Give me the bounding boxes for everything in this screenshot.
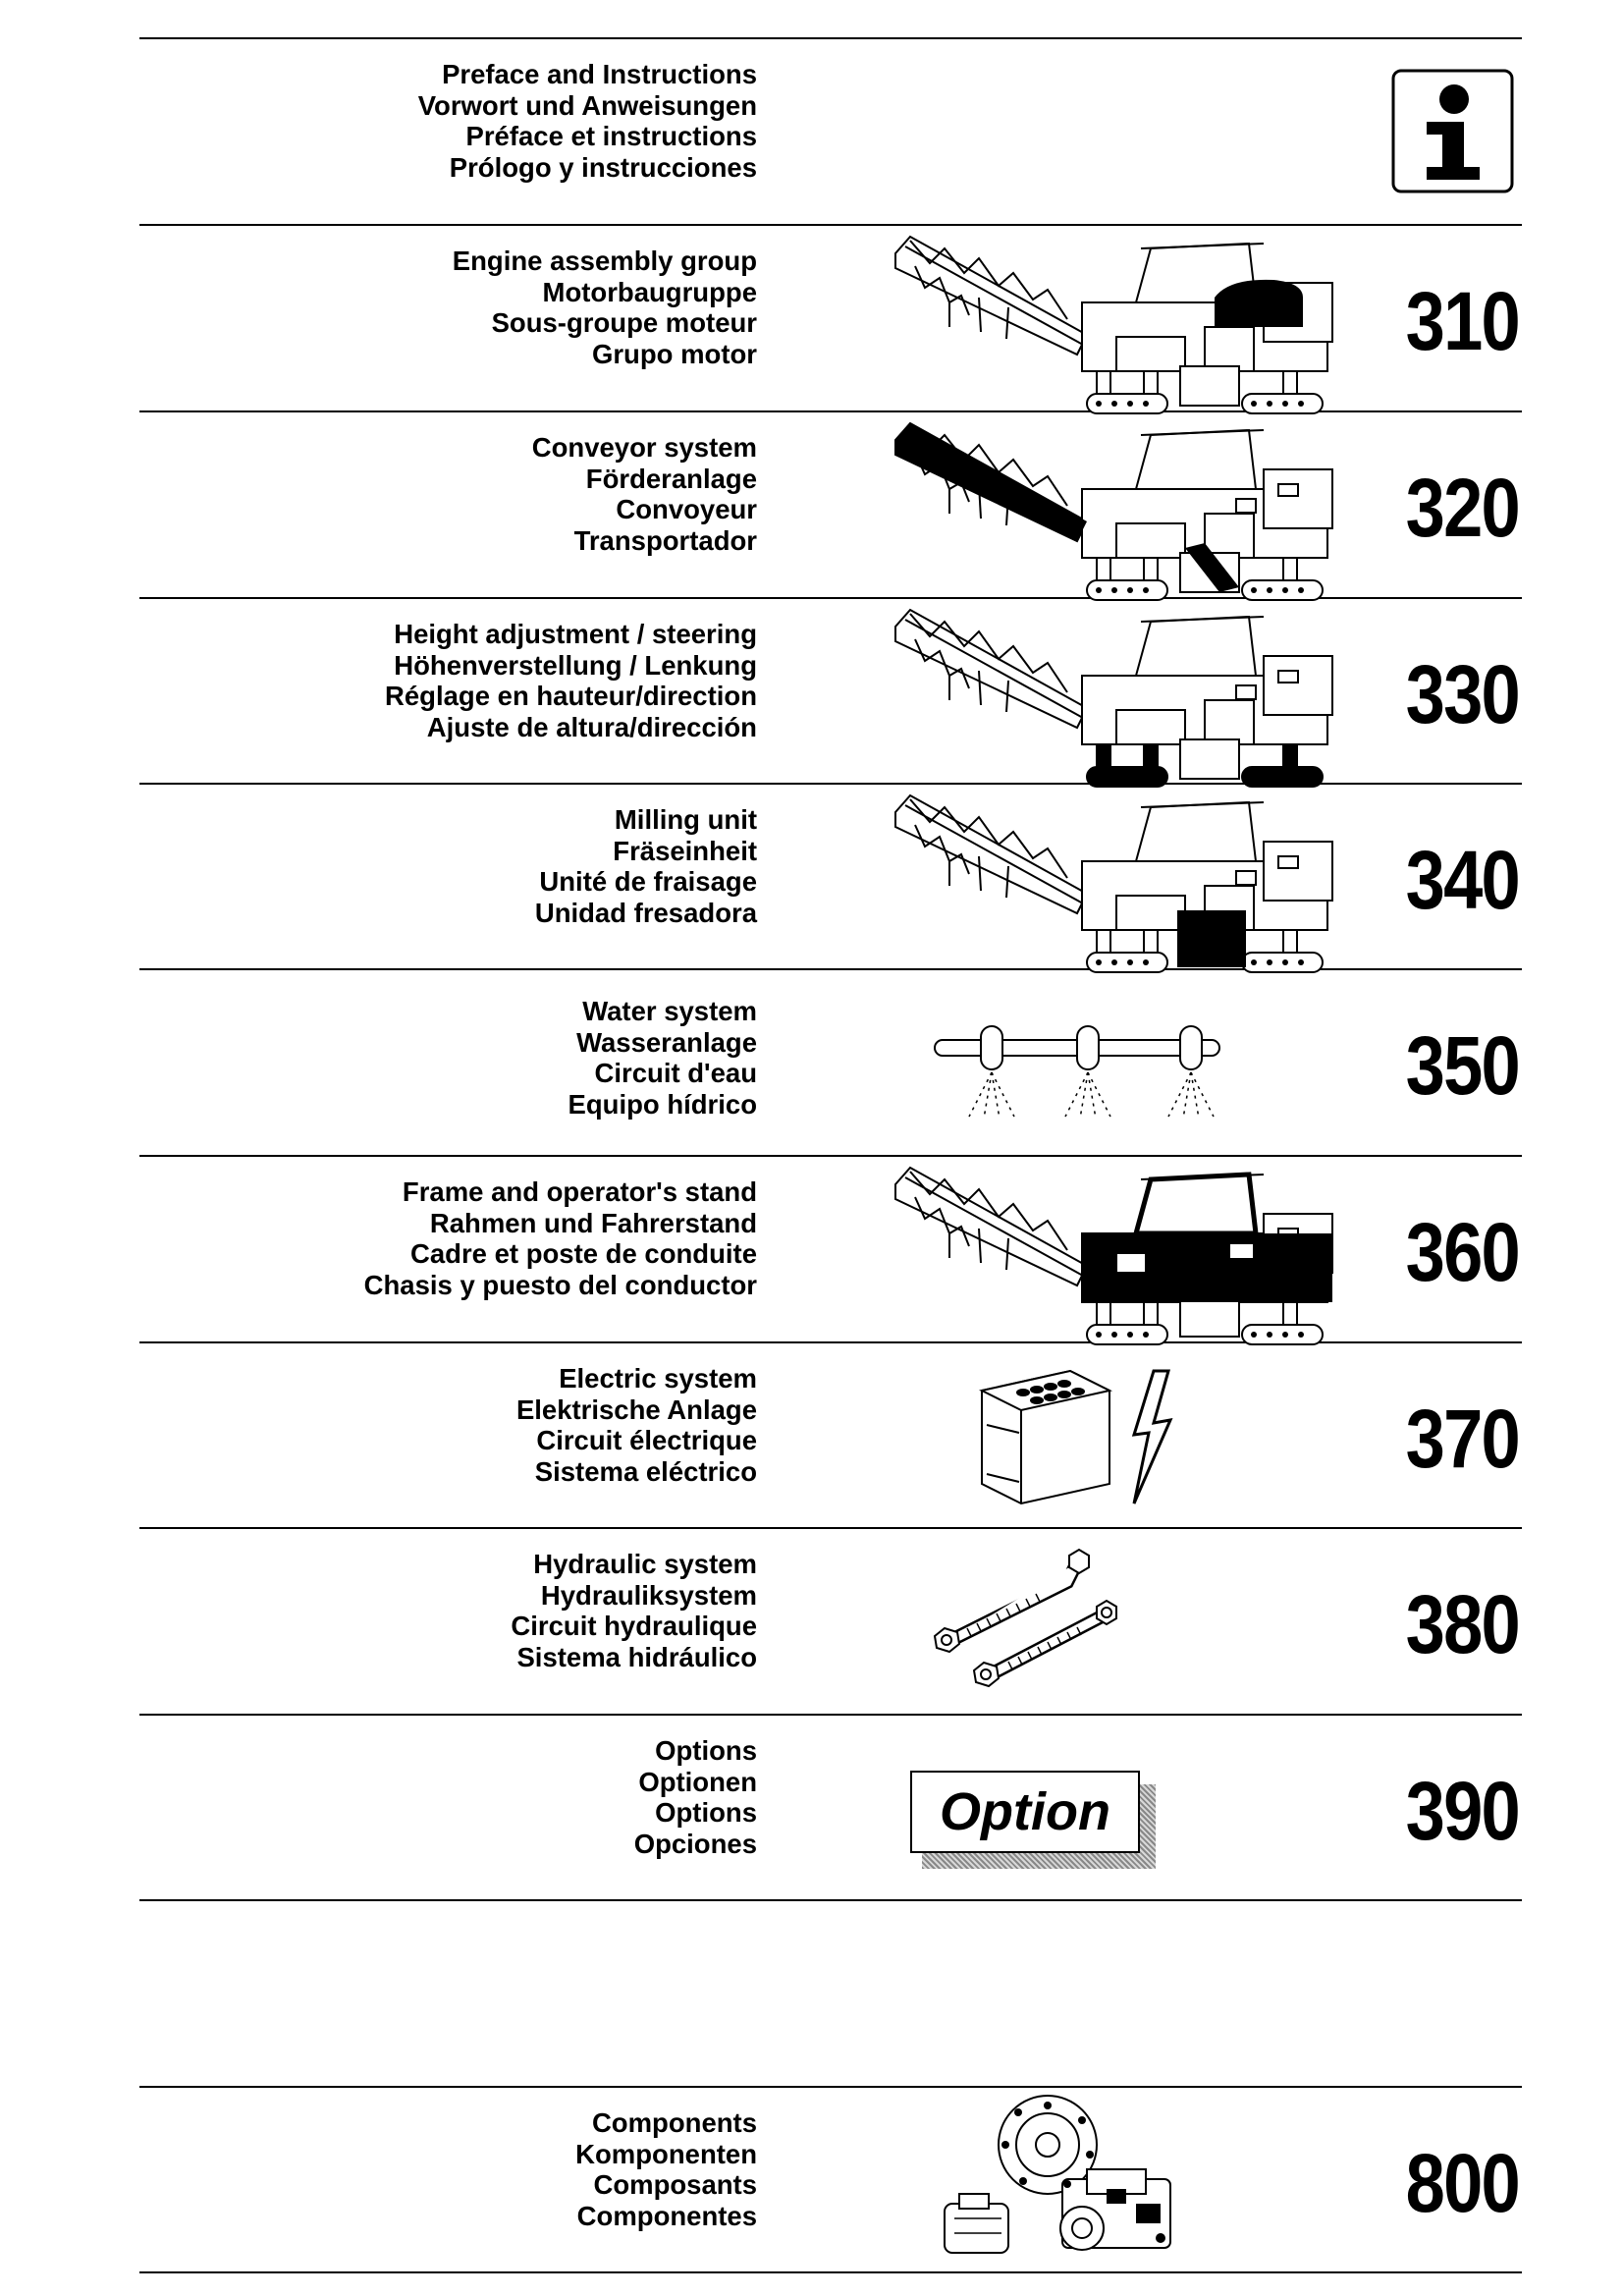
- label-de: Komponenten: [575, 2138, 757, 2169]
- label-de: Vorwort und Anweisungen: [417, 89, 757, 121]
- label-fr: Circuit électrique: [536, 1425, 757, 1455]
- section-number: 350: [1405, 1019, 1519, 1112]
- section-number: 380: [1405, 1578, 1519, 1670]
- section-330[interactable]: [139, 598, 1522, 785]
- section-number: 800: [1405, 2137, 1519, 2229]
- label-de: Höhenverstellung / Lenkung: [394, 649, 757, 681]
- label-de: Fräseinheit: [613, 835, 757, 866]
- label-es: Componentes: [576, 2200, 757, 2231]
- section-labels: [305, 1363, 757, 1487]
- hydraulic-hoses-icon: [920, 1548, 1146, 1695]
- section-number: 390: [1405, 1765, 1519, 1857]
- label-fr: Circuit d'eau: [594, 1058, 757, 1088]
- label-de: Förderanlage: [585, 463, 757, 494]
- section-800[interactable]: [139, 2087, 1522, 2273]
- section-labels: [305, 996, 757, 1120]
- section-number: 370: [1405, 1393, 1519, 1485]
- milling-machine-conveyor-icon: [891, 415, 1342, 602]
- label-en: Hydraulic system: [533, 1549, 757, 1579]
- section-labels: [305, 1549, 757, 1672]
- label-de: Motorbaugruppe: [542, 276, 757, 307]
- section-370[interactable]: [139, 1342, 1522, 1529]
- section-labels: [305, 432, 757, 556]
- label-en: Electric system: [559, 1363, 757, 1394]
- section-number: 360: [1405, 1206, 1519, 1298]
- label-de: Hydrauliksystem: [540, 1579, 757, 1611]
- section-number: 330: [1405, 648, 1519, 740]
- label-de: Wasseranlage: [576, 1026, 757, 1058]
- label-fr: Unité de fraisage: [539, 866, 757, 897]
- label-fr: Réglage en hauteur/direction: [385, 681, 757, 711]
- section-380[interactable]: [139, 1528, 1522, 1715]
- label-en: Water system: [582, 996, 757, 1026]
- section-320[interactable]: [139, 411, 1522, 598]
- label-es: Equipo hídrico: [568, 1088, 757, 1120]
- label-es: Grupo motor: [591, 338, 757, 369]
- section-labels: [305, 619, 757, 742]
- label-fr: Composants: [593, 2169, 757, 2200]
- label-es: Prólogo y instrucciones: [449, 151, 757, 183]
- info-icon: [1391, 69, 1514, 193]
- label-en: Engine assembly group: [452, 246, 757, 276]
- section-labels: [305, 246, 757, 369]
- section-360[interactable]: [139, 1156, 1522, 1342]
- milling-machine-tracks-icon: [891, 602, 1342, 789]
- label-es: Chasis y puesto del conductor: [363, 1269, 757, 1300]
- label-fr: Options: [655, 1797, 757, 1828]
- label-es: Unidad fresadora: [534, 897, 757, 928]
- label-fr: Convoyeur: [616, 494, 757, 524]
- label-de: Elektrische Anlage: [515, 1394, 757, 1425]
- section-390[interactable]: [139, 1715, 1522, 1901]
- section-preface[interactable]: [139, 38, 1522, 225]
- milling-machine-drum-icon: [891, 788, 1342, 974]
- label-de: Rahmen und Fahrerstand: [429, 1207, 757, 1238]
- label-de: Optionen: [638, 1766, 757, 1797]
- section-labels: [305, 804, 757, 928]
- section-number: 320: [1405, 462, 1519, 554]
- section-labels: [305, 2107, 757, 2231]
- label-en: Height adjustment / steering: [394, 619, 757, 649]
- water-spray-nozzles-icon: [930, 1018, 1224, 1126]
- section-350[interactable]: [139, 969, 1522, 1156]
- label-en: Conveyor system: [531, 432, 757, 463]
- label-fr: Circuit hydraulique: [511, 1611, 757, 1641]
- section-labels: [305, 1735, 757, 1859]
- label-es: Sistema eléctrico: [534, 1455, 757, 1487]
- label-fr: Cadre et poste de conduite: [410, 1238, 757, 1269]
- battery-lightning-icon: [943, 1366, 1198, 1513]
- section-labels: [305, 1176, 757, 1300]
- section-340[interactable]: [139, 784, 1522, 970]
- option-badge-text: Option: [910, 1771, 1140, 1853]
- label-es: Ajuste de altura/dirección: [426, 711, 757, 742]
- label-en: Frame and operator's stand: [402, 1176, 757, 1207]
- label-es: Opciones: [633, 1828, 757, 1859]
- label-en: Preface and Instructions: [442, 59, 757, 89]
- milling-machine-engine-icon: [891, 229, 1342, 415]
- label-fr: Sous-groupe moteur: [491, 307, 757, 338]
- label-en: Components: [591, 2107, 757, 2138]
- label-en: Options: [655, 1735, 757, 1766]
- milling-machine-frame-icon: [891, 1160, 1342, 1346]
- label-en: Milling unit: [614, 804, 757, 835]
- label-fr: Préface et instructions: [465, 121, 757, 151]
- section-number: 310: [1405, 275, 1519, 367]
- components-parts-icon: [925, 2091, 1180, 2268]
- section-labels: [305, 59, 757, 183]
- label-es: Sistema hidráulico: [516, 1641, 757, 1672]
- label-es: Transportador: [573, 524, 757, 556]
- section-310[interactable]: [139, 225, 1522, 411]
- section-number: 340: [1405, 834, 1519, 926]
